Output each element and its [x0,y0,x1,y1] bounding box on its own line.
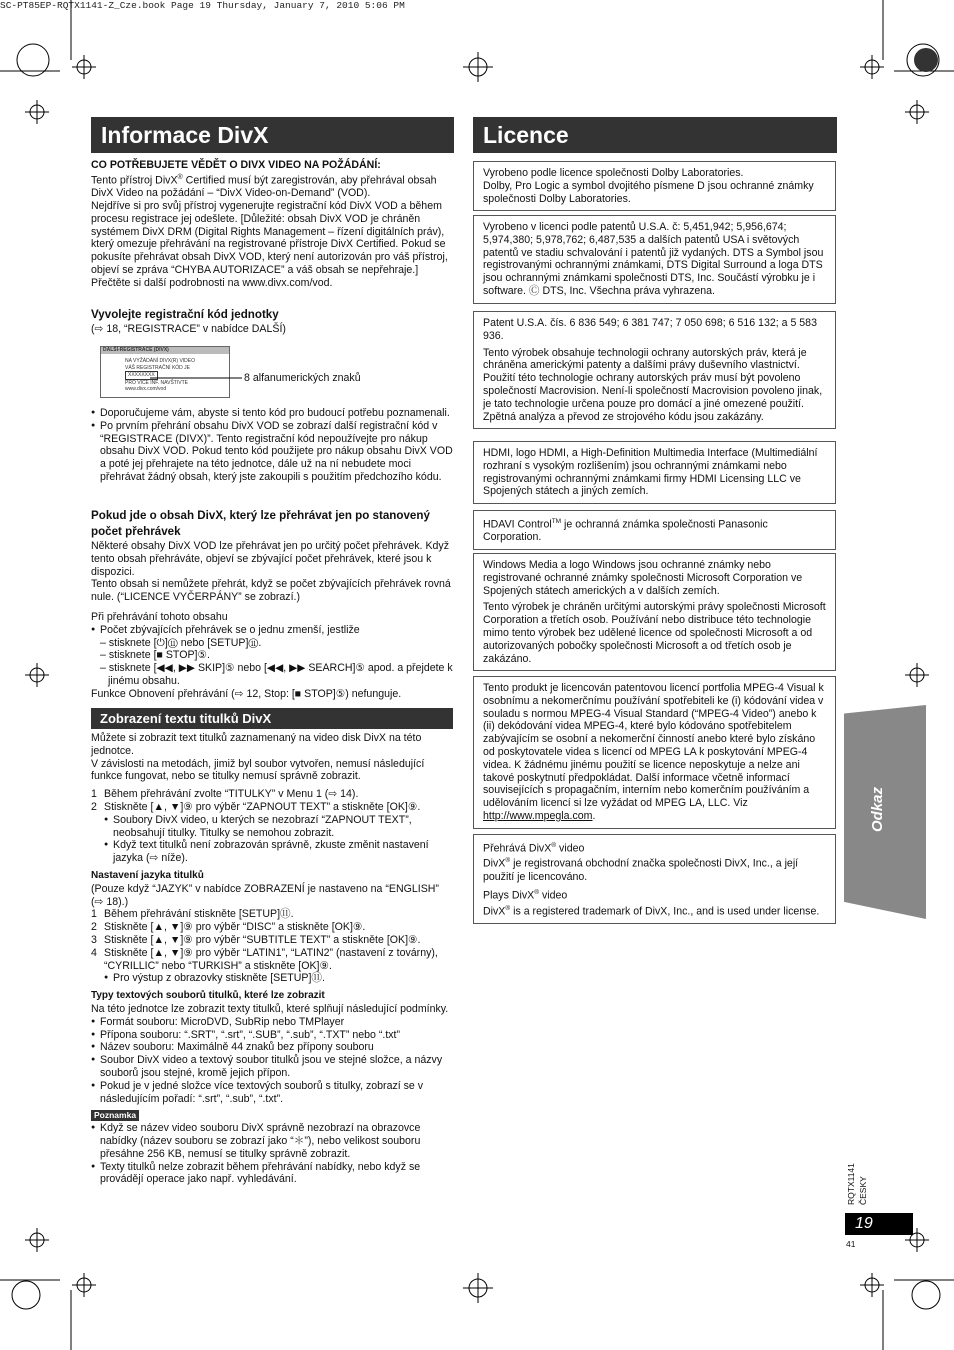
hdavi-text [483,516,826,544]
license-box-dts [473,215,836,304]
list-item: ● Počet zbývajících přehrávek se o jednu zmenší, jestliže [91,624,453,637]
reg-screen-line3: PRO VÍCE INF. NAVŠTIVTE [125,379,188,386]
vod-paragraph-1 [91,172,453,200]
list-item: ● Pokud je v jedné složce více textových souborů s titulky, zobrazí se v následujícím pořadí: “.srt”, “.sub”, “.txt”. [91,1080,453,1106]
print-header: SC-PT85EP-RQTX1141-Z_Cze.book Page 19 Thursday, January 7, 2010 5:06 PM [0,0,405,11]
reg-screen-code: XXXXXXXX [125,371,158,380]
types-heading: Typy textových souborů titulků, které lze zobrazit [91,990,325,1002]
divx-line-2 [483,855,826,883]
reg-screen-line4: www.divx.com/vod [125,386,167,392]
list-item: ● Texty titulků nelze zobrazit během přehrávání nabídky, nebo když se provádějí operace jako např. vyhledávání. [91,1161,453,1187]
section-title-licence: Licence [473,117,837,153]
doc-code: RQTX1141 [846,1163,856,1205]
step-item [91,788,453,801]
reg-mark: ® [534,889,540,897]
step-item [91,908,453,921]
mpeg-end: . [592,809,596,822]
mpeg-body: Tento produkt je licencován patentovou licencí portfolia MPEG-4 Visual k osobnímu a nekomerčnímu používání spotřebiteli ke (i) kódování videa v souladu s normou MPEG-4 Visual Standard (“MPEG-4 Video”) anebo k (ii) dekódování videa MPEG-4, které bylo kódováno spotřebitelem zabývajícím se osobní a nekomerční činností anebo které bylo získáno od poskytovatele videa s licencí od MPEG LA k poskytování MPEG-4 videa. K žádnému jinému použití se licence neposkytuje a nelze ani takové poskytnutí předpokládat. Další informace včetně informací souvisejících s propagačním, interním nebo komerčním používáním a udělováním licencí si lze vyžádat od MPEG LA, LLC. Viz [483,682,824,810]
mpeg-text [483,682,826,823]
sub-page-number: 41 [846,1239,856,1249]
license-box-mpeg [473,676,836,829]
step-item [91,921,453,934]
mpegla-link[interactable]: http://www.mpegla.com [483,809,593,822]
hdmi-text: HDMI, logo HDMI, a High-Definition Multimedia Interface (Multimediální rozhraní s vysokým rozlišením) jsou ochrannými známkami nebo registrovanými ochrannými známkami firmy HDMI Licensing LLC ve Spojených státech a jiných zemích. [483,447,818,498]
reg-screen-line1: NA VYŽÁDÁNÍ DIVX(R) VIDEO [125,358,196,364]
divx1-a: Přehrává DivX [483,842,552,855]
dts-text: Vyrobeno v licenci podle patentů U.S.A. č: 5,451,942; 5,956,674; 5,974,380; 5,978,762; 6,487,535 a dalších patentů USA i světových patentů ve stadiu schvalování i patentů již vydaných. DTS a Symbol jsou registrovanými ochrannými známkami, DTS Digital Surround a loga DTS jsou ochrannými známkami společnosti DTS, Inc. Součástí výrobku je i software. Ⓒ DTS, Inc. Všechna práva vyhrazena. [483,221,824,297]
list-item: ● Formát souboru: MicroDVD, SubRip nebo TMPlayer [91,1016,453,1029]
step-text: Stiskněte [▲, ▼]⑨ pro výběr “LATIN1”, “LATIN2” (nastavení z továrny), “CYRILLIC” nebo “TURKISH” a stiskněte [OK]⑨. [104,946,438,972]
sub-paragraph-2: V závislosti na metodách, jimiž byl soubor vytvořen, nemusí následující funkce fungovat, nebo se titulky nemusí správně zobrazit. [91,757,425,783]
limit-heading: Pokud jde o obsah DivX, který lze přehrávat jen po stanovený počet přehrávek [91,509,430,538]
reg-callout: 8 alfanumerických znaků [244,372,361,384]
macrovision-patents: Patent U.S.A. čís. 6 836 549; 6 381 747; 7 050 698; 6 516 132; a 5 583 936. [483,317,817,342]
list-item: ● Název souboru: Maximálně 44 znaků bez přípony souboru [91,1041,453,1054]
vod-paragraph-3: Přečtěte si další podrobnosti na www.divx.com/vod. [91,276,333,289]
step-number: 2 [91,800,97,813]
step-text: Během přehrávání stiskněte [SETUP]⑪. [104,908,294,921]
license-box-divx [473,834,836,924]
step-item [91,947,453,973]
vod-paragraph-2: Nejdříve si pro svůj přístroj vygenerujte registrační kód DivX VOD a během procesu registrace jej odešlete. [Důležité: obsah DivX VOD je chráněn systémem DivX DRM (Digital Rights Management – řízení digitálních práv), který omezuje přehrávání na registrované přístroje DivX Certified. Pokud se pokusíte přehrávat obsah DivX VOD, který není autorizován pro váš přístroj, objeví se zpráva “CHYBA AUTORIZACE” a váš obsah se nepřehraje.] [91,199,448,276]
step-text: Stiskněte [▲, ▼]⑨ pro výběr “DISC” a stiskněte [OK]⑨. [104,921,366,934]
step-item [91,934,453,947]
reg-screen-line2: VÁŠ REGISTRAČNÍ KÓD JE [125,364,191,371]
license-box-hdmi [473,441,836,504]
dolby-line-1: Vyrobeno podle licence společnosti Dolby Laboratories. [483,167,744,179]
divx3-a: Plays DivX [483,889,535,902]
reg-mark: ® [551,842,557,849]
limit-paragraph-3: Při přehrávání tohoto obsahu [91,610,228,623]
divx1-b: video [556,842,585,855]
license-box-dolby [473,161,836,211]
vod-heading: CO POTŘEBUJETE VĚDĚT O DIVX VIDEO NA POŽÁDÁNÍ: [91,159,381,171]
list-item: ● Po prvním přehrání obsahu DivX VOD se zobrazí další registrační kód v “REGISTRACE (DIVX)”. Tento registrační kód nepoužívejte pro nákup obsahu DivX VOD. Pokud tento kód použijete pro nákup obsahu DivX VOD a poté jej přehrajete na této jednotce, dále už na ní nebudete moci přehrávat žádný obsah, který jste zakoupili s použitím předchozího kódu. [91,420,453,484]
step-text: Stiskněte [▲, ▼]⑨ pro výběr “ZAPNOUT TEXT” a stiskněte [OK]⑨. [104,800,421,813]
divx2-a: DivX [483,857,506,870]
list-item: ● Když text titulků není zobrazován správně, zkuste změnit nastavení jazyka (⇨ níže). [104,839,453,865]
callout-line [150,372,245,384]
types-paragraph: Na této jednotce lze zobrazit texty titulků, které splňují následující podmínky. [91,1002,449,1015]
lang-paragraph: (Pouze když “JAZYK” v nabídce ZOBRAZENÍ je nastaveno na “ENGLISH” (⇨ 18).) [91,882,439,908]
reg-ref: (⇨ 18, “REGISTRACE” v nabídce DALŠÍ) [91,322,286,335]
divx-line-4 [483,903,826,918]
step-item [91,801,453,814]
limit-paragraph-1: Některé obsahy DivX VOD lze přehrávat jen po určitý počet přehrávek. Když tento obsah přehráváte, objeví se zbývající počet přehrávek, které jsou k dispozici. [91,540,449,578]
list-item: ● Přípona souboru: “.SRT”, “.srt”, “.SUB”, “.sub”, “.TXT” nebo “.txt” [91,1029,453,1042]
macrovision-text: Tento výrobek obsahuje technologii ochrany autorských práv, která je chráněna americkými patenty a dalšími právy duševního vlastnictví. Použití této technologie ochrany autorských práv musí být povoleno společností Macrovision. Není-li společností Macrovision povoleno jinak, je tato technologie určena pouze pro domácí a jiné omezené použití. Zpětná analýza a převod ze strojového kódu jsou zakázány. [483,346,823,423]
vod-block [91,159,453,290]
step-number: 2 [91,921,97,934]
list-item: ● Pro výstup z obrazovky stiskněte [SETUP]⑪. [104,972,453,985]
vod-p1-b: Certified musí být zaregistrován, aby přehrával obsah DivX Video na požádání – “DivX Video-on-Demand” (VOD). [91,174,437,200]
step-number: 4 [91,946,97,959]
windows-text-1: Windows Media a logo Windows jsou ochranné známky nebo registrované ochranné známky společnosti Microsoft Corporation ve Spojených státech amerických a v dalších zemích. [483,559,803,597]
side-tab-label: Odkaz [869,786,886,832]
limit-paragraph-4: Funkce Obnovení přehrávání (⇨ 12, Stop: [■ STOP]⑤) nefunguje. [91,687,402,700]
sub-paragraph-1: Můžete si zobrazit text titulků zaznamenaný na video disk DivX na této jednotce. [91,732,422,757]
note-row [91,1109,453,1122]
dolby-line-2: Dolby, Pro Logic a symbol dvojitého písmene D jsou ochranné známky společnosti Dolby Laboratories. [483,179,814,205]
step-number: 1 [91,788,97,801]
reg-heading: Vyvolejte registrační kód jednotky [91,308,279,321]
license-box-hdavi [473,510,836,550]
divx4-b: is a registered trademark of DivX, Inc., and is used under license. [510,905,820,918]
list-item: ● Když se název video souboru DivX správně nezobrazí na obrazovce nabídky (název souboru se zobrazí jako “＊”), nebo velikost souboru přesáhne 256 KB, nemusí se titulky správně zobrazit. [91,1122,453,1160]
step-text: Během přehrávání zvolte “TITULKY” v Menu 1 (⇨ 14). [104,788,359,801]
reg-mark: ® [505,904,511,912]
divx4-a: DivX [483,905,506,918]
list-item: – stisknete [◀◀, ▶▶ SKIP]⑤ nebo [◀◀, ▶▶ SEARCH]⑤ apod. a přejdete k jinému obsahu. [100,662,453,687]
divx-line-1 [483,840,826,855]
reg-block [91,307,453,335]
list-item: ● Soubory DivX video, u kterých se nezobrazí “ZAPNOUT TEXT”, neobsahují titulky. Titulky se nemohou zobrazit. [104,814,453,840]
license-box-windows [473,553,836,671]
list-item: – stisknete [■ STOP]⑤. [100,649,210,662]
lang-heading: Nastavení jazyka titulků [91,869,204,881]
windows-text-2: Tento výrobek je chráněn určitými autorskými právy společnosti Microsoft Corporation a třetích osob. Používání nebo distribuce této technologie mimo tento výrobek bez udělené licence od společnosti Microsoft a od autorizovaných pobočky společnosti Microsoft a od třetích osob je zakázáno. [483,601,826,665]
step-text: Stiskněte [▲, ▼]⑨ pro výběr “SUBTITLE TEXT” a stiskněte [OK]⑨. [104,933,421,946]
section-subtitles: Zobrazení textu titulků DivX [91,708,453,729]
limit-paragraph-2: Tento obsah si nemůžete přehrát, když se počet zbývajících přehrávek rovná nule. (“LICENCE VYČERPÁNY” se zobrazí.) [91,578,451,604]
limit-block [91,508,453,701]
list-item: ● Soubor DivX video a textový soubor titulků jsou ve stejné složce, a názvy souborů jsou stejné, kromě jejich přípon. [91,1054,453,1080]
reg-mark: ® [177,173,183,181]
step-number: 3 [91,933,97,946]
note-tag: Poznamka [91,1110,139,1121]
step-number: 1 [91,908,97,921]
tm-mark: TM [551,518,562,525]
reg-bullets [91,407,453,484]
section-title-divx: Informace DivX [91,117,454,153]
list-item: ● Doporučujeme vám, abyste si tento kód pro budoucí potřebu poznamenali. [91,407,453,420]
hdavi-b: je ochranná známka společnosti Panasonic Corporation. [483,518,768,544]
vod-p1-a: Tento přístroj DivX [91,174,178,187]
hdavi-a: HDAVI Control [483,518,552,531]
page-number: 19 [845,1213,913,1235]
divx-line-3 [483,887,826,902]
divx3-b: video [539,889,568,902]
list-item: – stisknete [⏻]⑪ nebo [SETUP]⑪. [100,636,262,649]
subtitle-block [91,732,453,1186]
language-label: ČESKY [858,1176,868,1205]
reg-mark: ® [505,857,511,865]
divx2-b: je registrovaná obchodní značka společnosti DivX, Inc., a její použití je licencováno. [483,857,799,883]
reg-screen-bar: DALŠÍ-REGISTRACE (DIVX) [101,347,229,354]
license-box-macrovision [473,311,836,429]
